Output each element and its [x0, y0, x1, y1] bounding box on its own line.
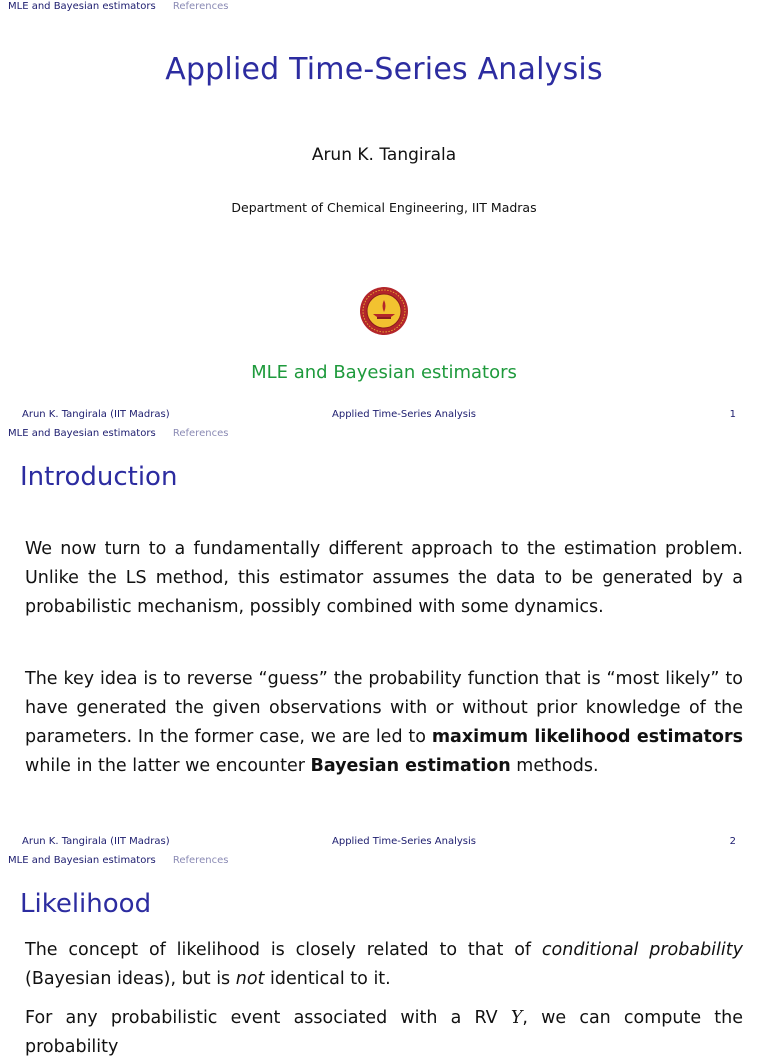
iit-madras-logo — [359, 286, 409, 336]
presentation-subtitle: MLE and Bayesian estimators — [251, 362, 517, 383]
emphasis-mle: maximum likelihood estimators — [431, 727, 743, 747]
paragraph: For any probabilistic event associated with a RV Y, we can compute the probability — [25, 1008, 743, 1057]
nav-section-references[interactable]: References — [172, 428, 229, 439]
emphasis-bayesian: Bayesian estimation — [310, 756, 511, 776]
slide-likelihood — [0, 854, 768, 1057]
slide-title — [0, 0, 768, 427]
footer-page-number: 2 — [729, 836, 736, 847]
footer-title: Applied Time-Series Analysis — [332, 409, 476, 420]
nav-section-references[interactable]: References — [172, 855, 229, 866]
footer-page-number: 1 — [729, 409, 736, 420]
paragraph: We now turn to a fundamentally different approach to the estimation problem. Unlike the LS method, this estimator assumes the data to be generated by a probabilistic mechanism, possibly combined with some dynamics. — [25, 539, 743, 617]
footer-title: Applied Time-Series Analysis — [332, 836, 476, 847]
institute-name: Department of Chemical Engineering, IIT Madras — [231, 200, 537, 215]
slide-footer — [0, 409, 768, 423]
nav-section-current[interactable]: MLE and Bayesian estimators — [8, 855, 156, 866]
frame-title: Likelihood — [20, 889, 152, 919]
footer-author: Arun K. Tangirala (IIT Madras) — [22, 836, 170, 847]
paragraph: The concept of likelihood is closely related to that of conditional probability (Bayesian ideas), but is not identical to it. — [25, 940, 743, 989]
presentation-title: Applied Time-Series Analysis — [165, 52, 603, 87]
frame-title: Introduction — [20, 462, 178, 492]
nav-bar — [8, 855, 228, 871]
nav-bar — [8, 1, 228, 17]
nav-section-current[interactable]: MLE and Bayesian estimators — [8, 1, 156, 12]
nav-bar — [8, 428, 228, 444]
footer-author: Arun K. Tangirala (IIT Madras) — [22, 409, 170, 420]
author-name: Arun K. Tangirala — [311, 145, 457, 165]
nav-section-current[interactable]: MLE and Bayesian estimators — [8, 428, 156, 439]
slide-footer — [0, 836, 768, 850]
slide-introduction — [0, 427, 768, 854]
paragraph: The key idea is to reverse “guess” the probability function that is “most likely” to have generated the given observations with or without prior knowledge of the parameters. In the former case, we are led to maximum likelihood estimators while in the latter we encounter Bayesian estimation methods. — [25, 669, 743, 776]
nav-section-references[interactable]: References — [172, 1, 229, 12]
